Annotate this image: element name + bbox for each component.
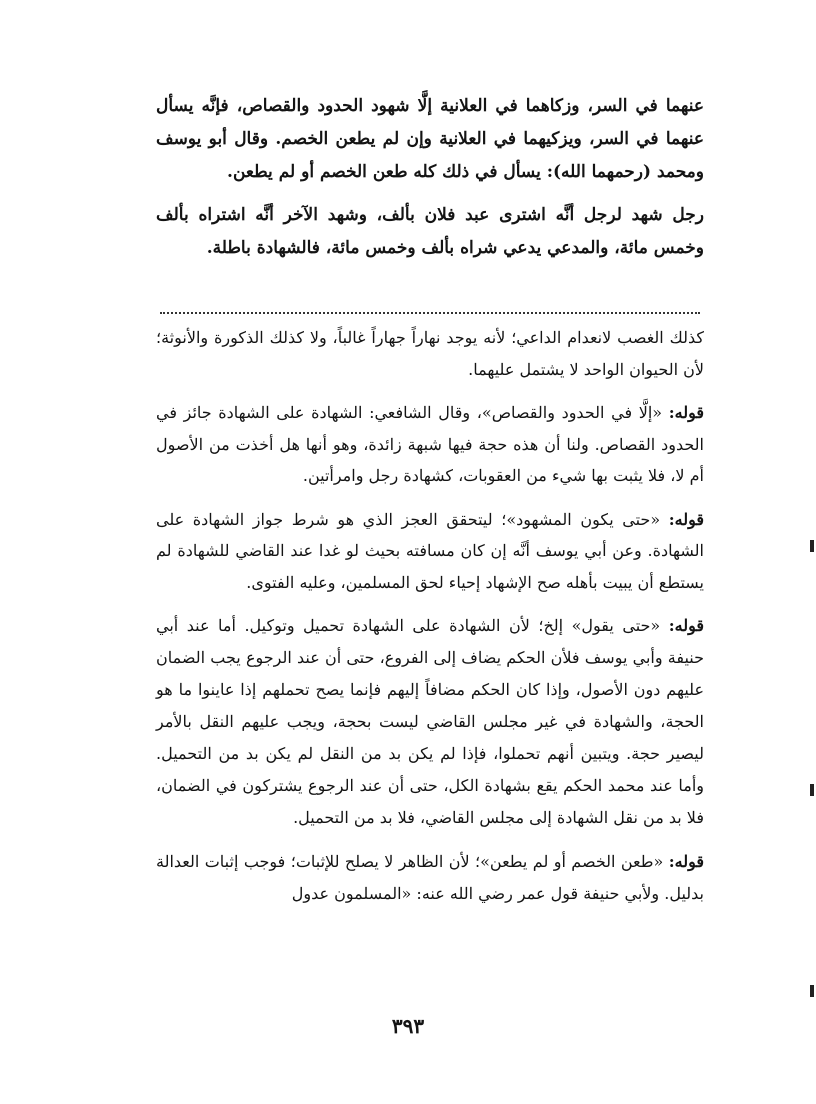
scan-edge-mark	[810, 540, 814, 552]
commentary-text: «إلَّا في الحدود والقصاص»، وقال الشافعي: الشهادة على الشهادة جائز في الحدود القصاص. ولنا أن هذه حجة فيها شبهة زائدة، وهو أنها هل أخذت من الأصول أم لا، فلا يثبت بها شيء من العقوبات، كشهادة رجل وامرأتين.	[156, 403, 704, 485]
commentary-paragraph-2	[156, 397, 704, 492]
commentary-text: «طعن الخصم أو لم يطعن»؛ لأن الظاهر لا يصلح للإثبات؛ فوجب إثبات العدالة بدليل. ولأبي حنيفة قول عمر رضي الله عنه: «المسلمون عدول	[156, 852, 704, 903]
page-number: ٣٩٣	[391, 1014, 425, 1038]
commentary-text: «حتى يقول» إلخ؛ لأن الشهادة على الشهادة تحميل وتوكيل. أما عند أبي حنيفة وأبي يوسف فلأن الحكم يضاف إلى الفروع، حتى أن عند الرجوع يجب الضمان عليهم دون الأصول، وإذا كان الحكم مضافاً إليهم فإنما يصح تحملهم إذا عاينوا ما هو الحجة، والشهادة في غير مجلس القاضي ليست بحجة، ويجب عليهم النقل بالأمر ليصير حجة. ويتبين أنهم تحملوا، فإذا لم يكن بد من النقل لم يكن بد من التحميل. وأما عند محمد الحكم يقع بشهادة الكل، حتى أن عند الرجوع يشتركون في الضمان، فلا بد من نقل الشهادة إلى مجلس القاضي، فلا بد من التحميل.	[156, 616, 705, 827]
dotted-separator	[160, 312, 700, 314]
commentary-text: كذلك الغصب لانعدام الداعي؛ لأنه يوجد نهاراً جهاراً غالباً، ولا كذلك الذكورة والأنوثة؛ لأن الحيوان الواحد لا يشتمل عليهما.	[156, 328, 704, 379]
scan-edge-mark	[810, 784, 814, 796]
scan-edge-mark	[810, 985, 814, 997]
main-paragraph-2: رجل شهد لرجل أنَّه اشترى عبد فلان بألف، وشهد الآخر أنَّه اشتراه بألف وخمس مائة، والمدعي يدعي شراه بألف وخمس مائة، فالشهادة باطلة.	[156, 205, 704, 258]
commentary-paragraph-1	[156, 322, 704, 385]
commentary-lead: قوله:	[668, 616, 704, 635]
commentary-paragraph-5	[156, 846, 704, 909]
main-paragraph-1: عنهما في السر، وزكاهما في العلانية إلَّا شهود الحدود والقصاص، فإنَّه يسأل عنهما في السر، ويزكيهما في العلانية وإن لم يطعن الخصم. وقال أبو يوسف ومحمد (رحمهما الله): يسأل في ذلك كله طعن الخصم أو لم يطعن.	[156, 96, 704, 182]
commentary-paragraph-3	[156, 504, 704, 599]
commentary-lead: قوله:	[668, 403, 704, 422]
commentary-paragraph-4	[156, 610, 704, 834]
commentary-block	[156, 322, 704, 921]
commentary-lead: قوله:	[668, 852, 704, 871]
commentary-text: «حتى يكون المشهود»؛ ليتحقق العجز الذي هو شرط جواز الشهادة على الشهادة. وعن أبي يوسف أنَّه إن كان مسافته بحيث لو غدا عند القاضي للشهادة لم يستطع أن يبيت بأهله صح الإشهاد إحياء لحق المسلمين، وعليه الفتوى.	[156, 509, 704, 592]
commentary-lead: قوله:	[668, 509, 704, 529]
main-text-block	[156, 90, 704, 275]
